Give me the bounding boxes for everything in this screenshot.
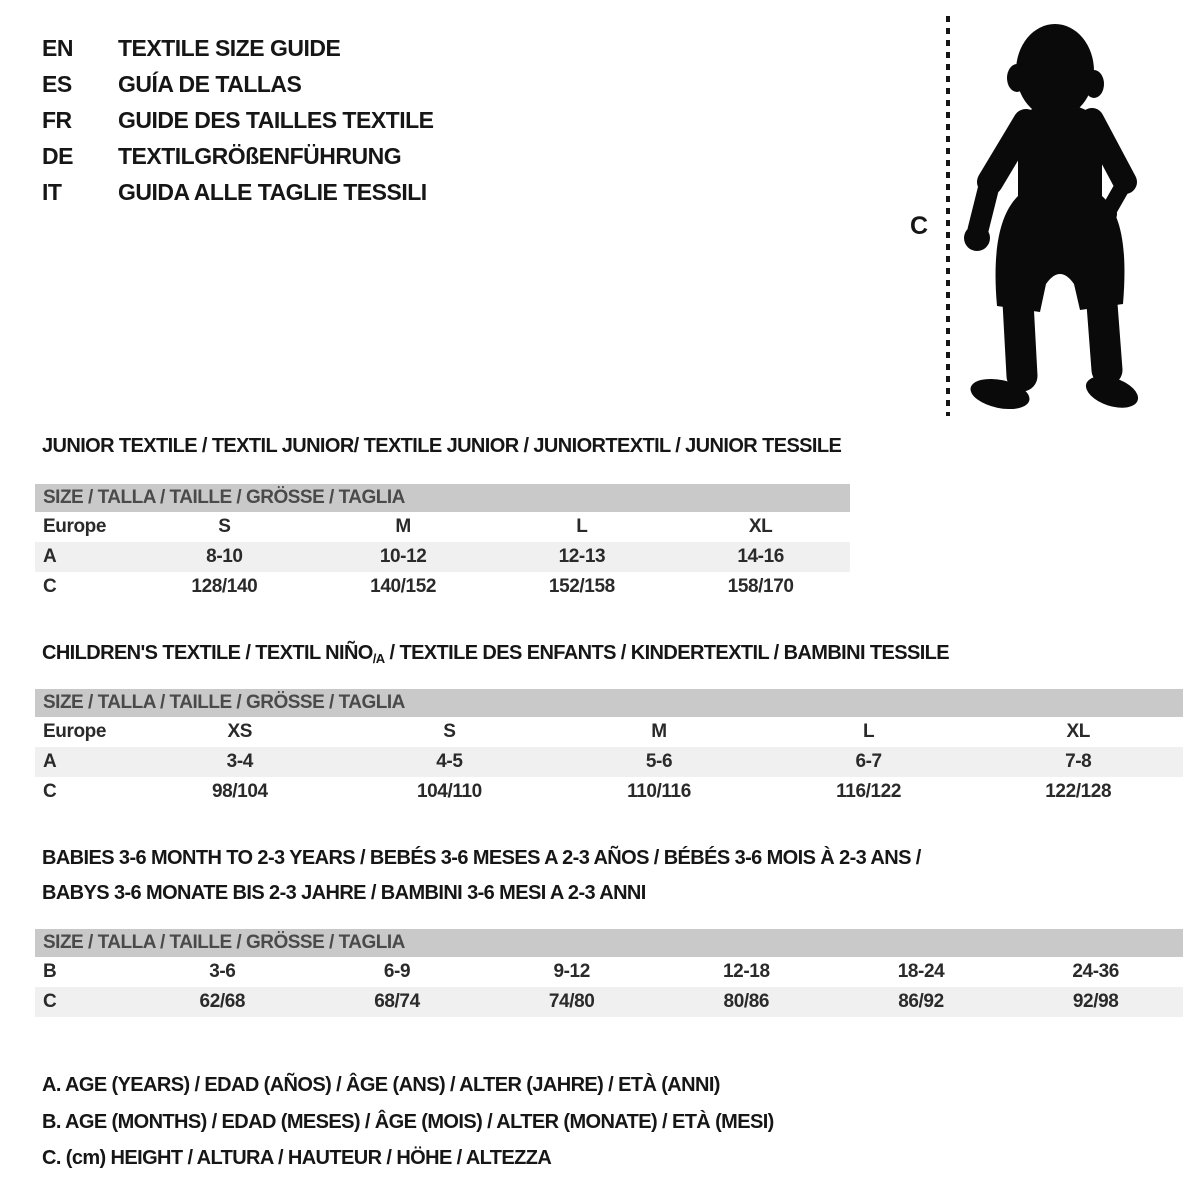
age-cell: 5-6 — [645, 751, 673, 772]
row-label: A — [43, 751, 57, 772]
table-row — [35, 542, 850, 572]
junior-section-title: JUNIOR TEXTILE / TEXTIL JUNIOR/ TEXTILE JUNIOR / JUNIORTEXTIL / JUNIOR TESSILE — [42, 435, 842, 457]
children-section-title — [42, 642, 949, 666]
age-cell: 3-4 — [226, 751, 253, 772]
table-row — [35, 572, 850, 602]
children-table-header: SIZE / TALLA / TAILLE / GRÖSSE / TAGLIA — [35, 689, 1183, 717]
table-row — [35, 512, 850, 542]
language-title-list — [42, 30, 434, 210]
age-cell: 6-9 — [383, 961, 411, 982]
age-cell: 3-6 — [209, 961, 236, 982]
language-code: ES — [42, 70, 72, 97]
language-code: EN — [42, 34, 73, 61]
height-cell: 110/116 — [627, 781, 691, 802]
row-label: Europe — [43, 516, 107, 537]
language-title: GUIDE DES TAILLES TEXTILE — [118, 106, 434, 133]
language-row-fr — [42, 102, 434, 138]
age-cell: 8-10 — [206, 546, 243, 567]
children-title-subscript: /A — [372, 651, 385, 666]
children-title-part2: / TEXTILE DES ENFANTS / KINDERTEXTIL / BAMBINI TESSILE — [384, 642, 950, 664]
height-cell: 122/128 — [1045, 781, 1112, 802]
toddler-silhouette-image — [960, 14, 1142, 420]
age-cell: 18-24 — [897, 961, 945, 982]
row-label: C — [43, 576, 57, 597]
age-cell: 14-16 — [737, 546, 784, 567]
size-cell: XL — [1066, 721, 1090, 742]
height-cell: 80/86 — [723, 991, 770, 1012]
age-cell: 12-13 — [558, 546, 606, 567]
table-row — [35, 747, 1183, 777]
language-title: TEXTILGRÖßENFÜHRUNG — [118, 142, 402, 169]
row-label: A — [43, 546, 57, 567]
legend-line-a: A. AGE (YEARS) / EDAD (AÑOS) / ÂGE (ANS) / ALTER (JAHRE) / ETÀ (ANNI) — [42, 1074, 720, 1096]
size-cell: S — [443, 721, 456, 742]
age-cell: 4-5 — [436, 751, 463, 772]
height-cell: 116/122 — [836, 781, 902, 802]
row-label: B — [43, 961, 57, 982]
row-label: C — [43, 991, 57, 1012]
language-row-en — [42, 30, 434, 66]
age-cell: 6-7 — [855, 751, 882, 772]
size-cell: M — [651, 721, 667, 742]
size-cell: L — [862, 721, 875, 742]
language-row-it — [42, 174, 434, 210]
babies-size-table — [35, 929, 1183, 1017]
height-cell: 104/110 — [416, 781, 482, 802]
table-row — [35, 777, 1183, 807]
language-row-de — [42, 138, 434, 174]
table-row — [35, 987, 1183, 1017]
height-cell: 62/68 — [199, 991, 246, 1012]
row-label: C — [43, 781, 57, 802]
language-title: TEXTILE SIZE GUIDE — [118, 34, 341, 61]
age-cell: 12-18 — [723, 961, 770, 982]
legend-line-b: B. AGE (MONTHS) / EDAD (MESES) / ÂGE (MOIS) / ALTER (MONATE) / ETÀ (MESI) — [42, 1111, 774, 1133]
age-cell: 9-12 — [553, 961, 590, 982]
height-cell: 98/104 — [211, 781, 268, 802]
size-cell: S — [218, 516, 231, 537]
height-measure-label: C — [910, 212, 929, 240]
table-row — [35, 717, 1183, 747]
babies-section-title-line2: BABYS 3-6 MONATE BIS 2-3 JAHRE / BAMBINI 3-6 MESI A 2-3 ANNI — [42, 882, 646, 904]
size-cell: L — [576, 516, 588, 537]
language-code: DE — [42, 142, 73, 169]
height-cell: 86/92 — [898, 991, 944, 1012]
height-cell: 68/74 — [374, 991, 420, 1012]
size-cell: XS — [227, 721, 253, 742]
height-cell: 158/170 — [727, 576, 794, 597]
junior-size-table — [35, 484, 850, 602]
height-cell: 128/140 — [191, 576, 258, 597]
age-cell: 10-12 — [379, 546, 427, 567]
language-title: GUIDA ALLE TAGLIE TESSILI — [118, 178, 427, 205]
height-cell: 74/80 — [548, 991, 595, 1012]
height-cell: 152/158 — [548, 576, 615, 597]
row-label: Europe — [43, 721, 107, 742]
language-code: FR — [42, 106, 72, 133]
babies-table-header: SIZE / TALLA / TAILLE / GRÖSSE / TAGLIA — [35, 929, 1183, 957]
children-title-part1: CHILDREN'S TEXTILE / TEXTIL NIÑO — [42, 642, 373, 664]
children-size-table — [35, 689, 1183, 807]
height-cell: 140/152 — [370, 576, 437, 597]
age-cell: 24-36 — [1072, 961, 1119, 982]
language-code: IT — [42, 178, 62, 205]
language-row-es — [42, 66, 434, 102]
size-cell: XL — [748, 516, 773, 537]
table-row — [35, 957, 1183, 987]
babies-section-title-line1: BABIES 3-6 MONTH TO 2-3 YEARS / BEBÉS 3-6 MESES A 2-3 AÑOS / BÉBÉS 3-6 MOIS À 2-3 ANS / — [42, 847, 921, 869]
junior-table-header: SIZE / TALLA / TAILLE / GRÖSSE / TAGLIA — [35, 484, 850, 512]
legend-line-c: C. (cm) HEIGHT / ALTURA / HAUTEUR / HÖHE / ALTEZZA — [42, 1147, 552, 1169]
height-cell: 92/98 — [1072, 991, 1119, 1012]
height-measure-dashed-line — [946, 16, 950, 416]
age-cell: 7-8 — [1065, 751, 1092, 772]
size-cell: M — [395, 516, 411, 537]
language-title: GUÍA DE TALLAS — [118, 70, 302, 97]
